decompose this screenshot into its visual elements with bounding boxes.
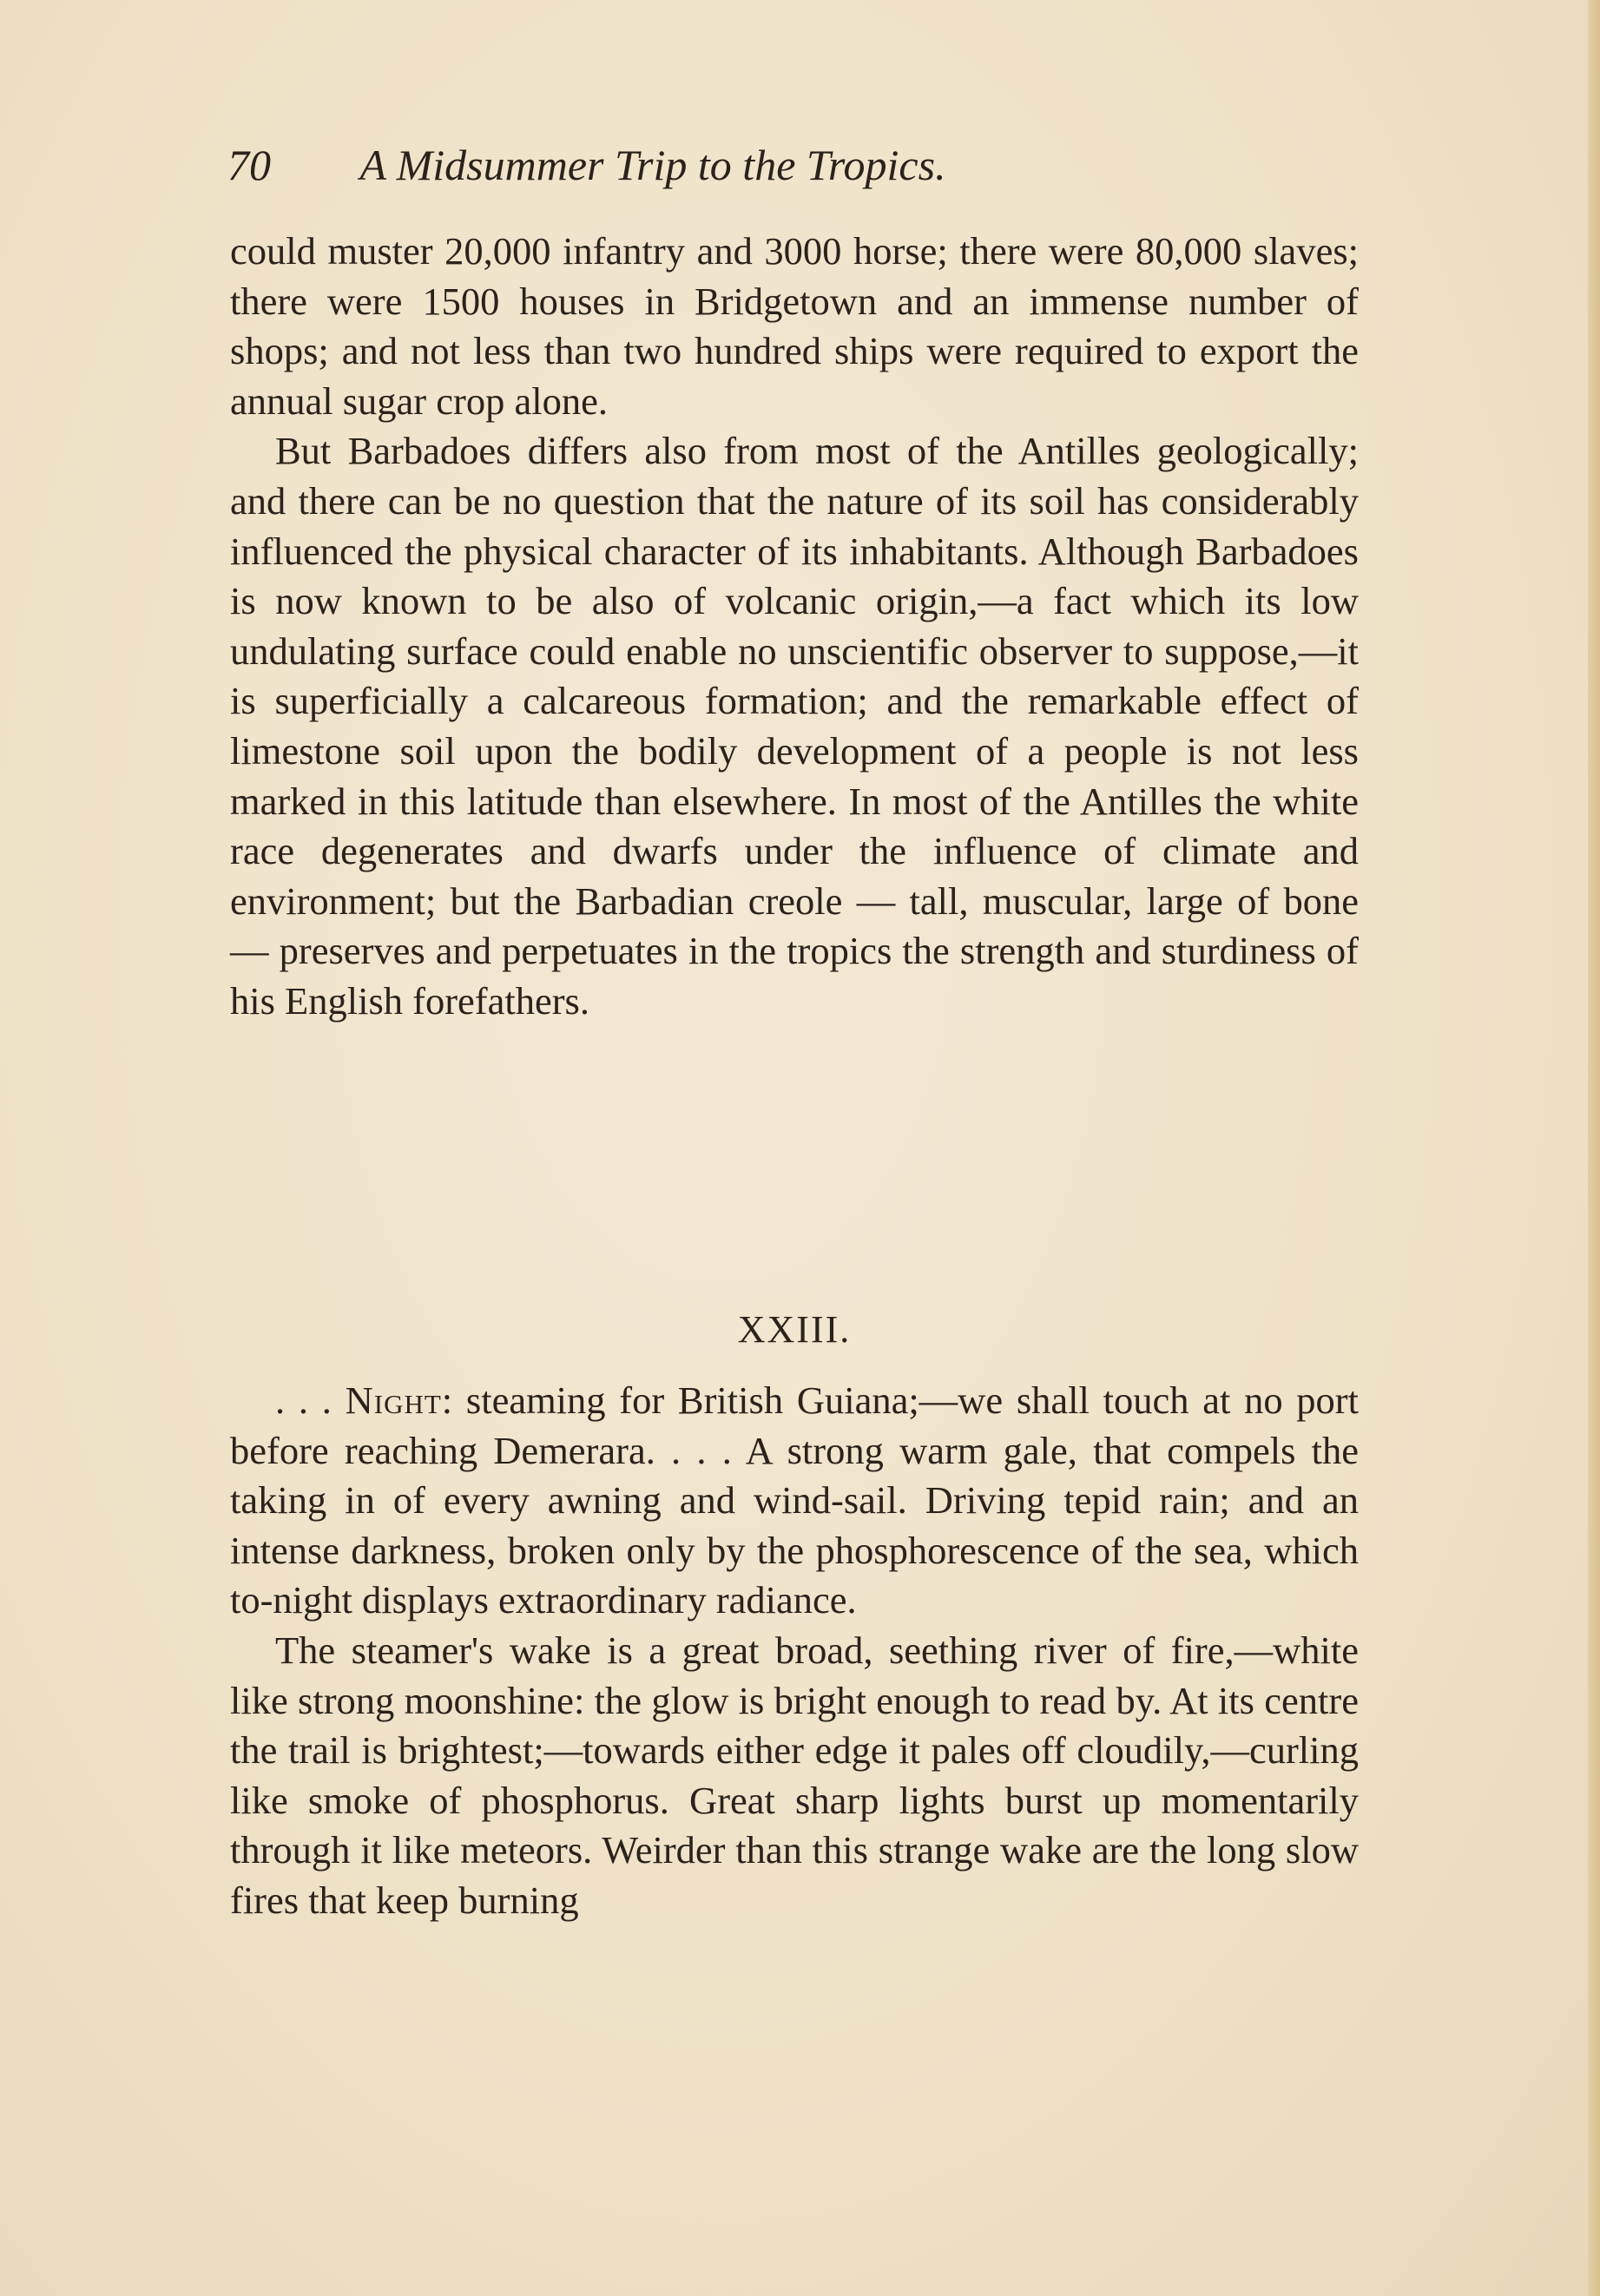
paragraph-night-text: : steaming for British Guiana;—we shall touch at no port before reaching Demerara. . . . A strong warm gale, that compels the taking in of every awning and wind-sail. Driving tepid rain; and an intense darkness, broken only by the phosphorescence of the sea, which to-night displays extraordinary radiance. <box>230 1378 1359 1622</box>
paragraph-steamer-wake: The steamer's wake is a great broad, seething river of fire,—white like strong moonshine: the glow is bright enough to read by. At its centre the trail is brightest;—towards either edge it pales off cloudily,—curling like smoke of phosphorus. Great sharp lights burst up momentarily through it like meteors. Weirder than this strange wake are the long slow fires that keep burning <box>230 1628 1359 1922</box>
page-number: 70 <box>227 141 271 189</box>
paragraph-barbadoes-geology: But Barbadoes differs also from most of the Antilles geologically; and there can be no question that the nature of its soil has considerably influenced the physical character of its inhabitants. Although Barbadoes is now known to be also of volcanic origin,—a fact which its low undulating surface could enable no unscientific observer to suppose,—it is superficially a calcareous formation; and the remarkable effect of limestone soil upon the bodily development of a people is not less marked in this latitude than elsewhere. In most of the Antilles the white race degenerates and dwarfs under the influence of climate and environment; but the Barbadian creole — tall, muscular, large of bone — preserves and perpetuates in the tropics the strength and sturdiness of his English forefathers. <box>230 429 1359 1023</box>
section-heading: XXIII. <box>737 1308 852 1351</box>
page-edge <box>1588 0 1600 2296</box>
section-body <box>230 1376 1359 1926</box>
paragraph-continued: could muster 20,000 infantry and 3000 horse; there were 80,000 slaves; there were 1500 houses in Bridgetown and an immense number of shops; and not less than two hundred ships were required to export the annual sugar crop alone. <box>230 229 1359 423</box>
running-title: A Midsummer Trip to the Tropics. <box>359 141 946 189</box>
ellipsis-prefix: . . . <box>275 1378 346 1422</box>
paragraph-night <box>230 1376 1359 1626</box>
lead-in-word: Night <box>345 1378 442 1422</box>
body-text-continued <box>230 227 1359 1027</box>
running-header <box>227 130 1356 200</box>
